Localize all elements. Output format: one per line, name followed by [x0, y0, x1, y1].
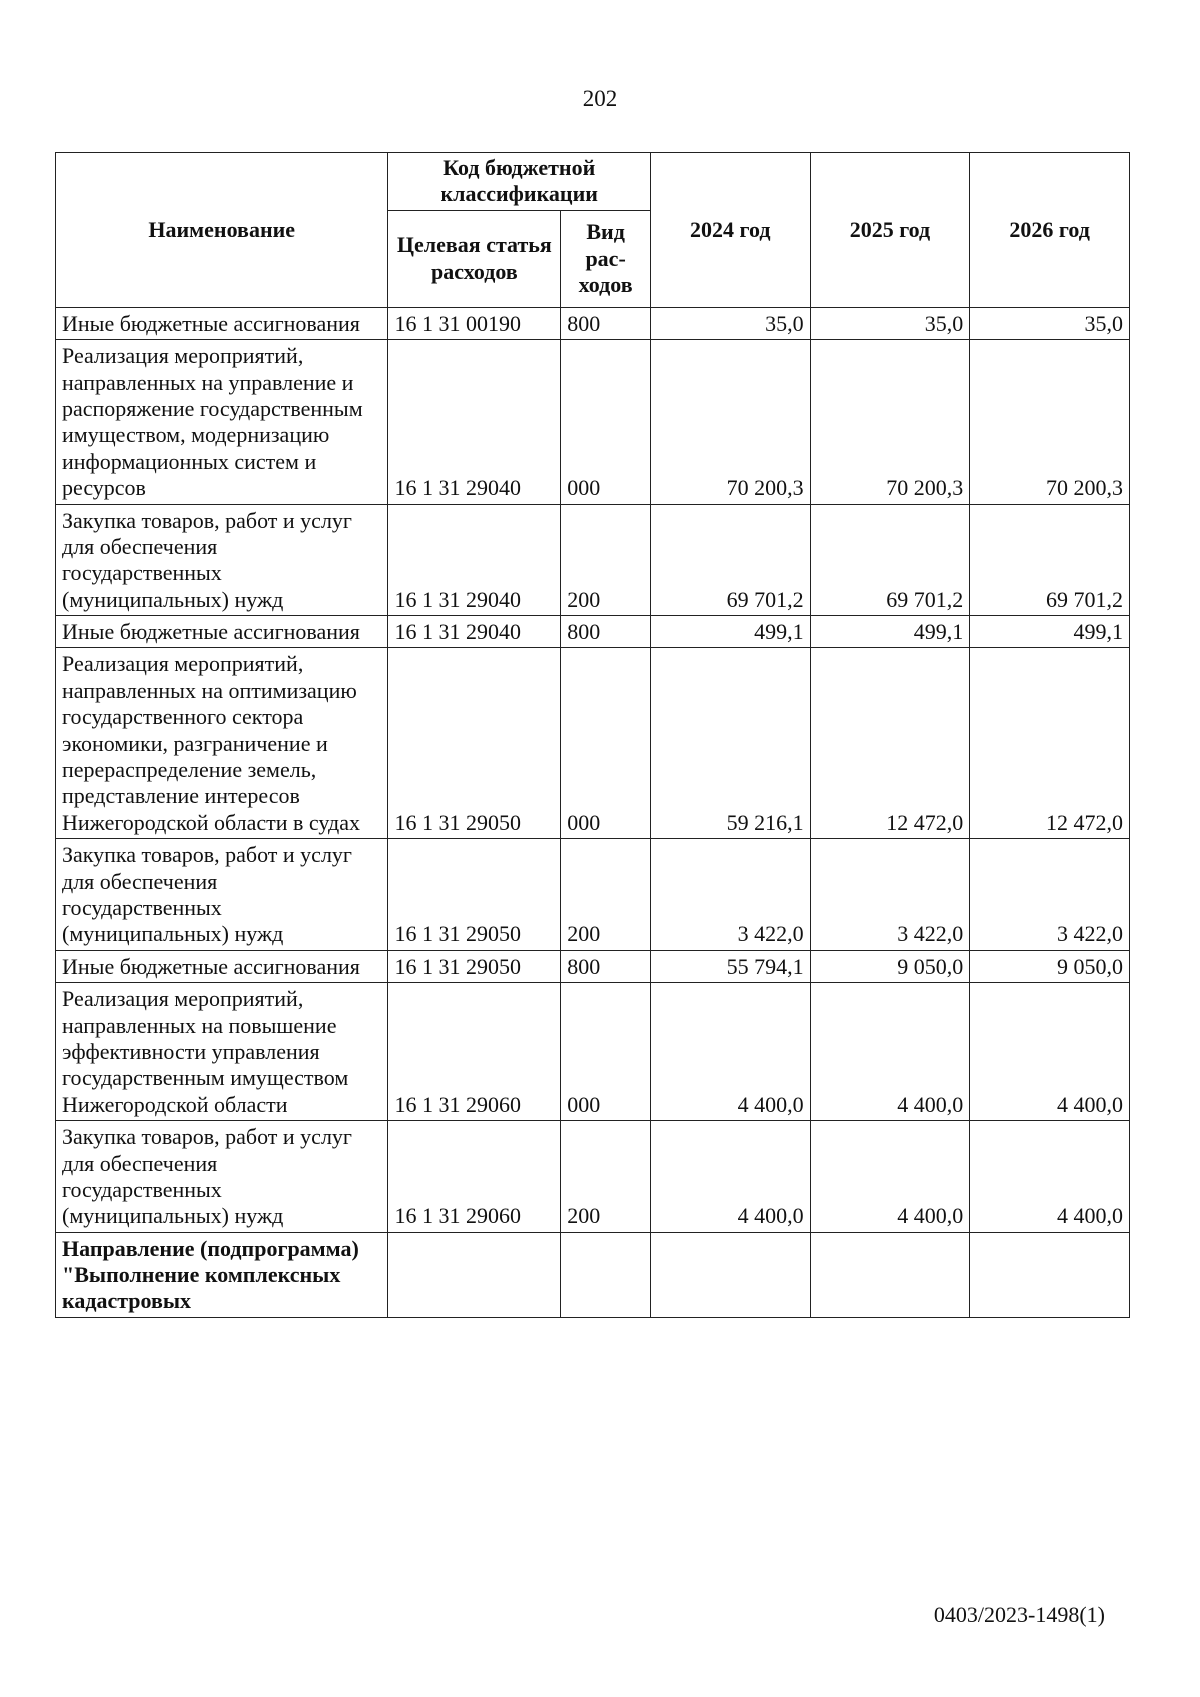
table-row [56, 504, 1130, 616]
cell-2025: 69 701,2 [810, 504, 970, 616]
header-2026: 2026 год [970, 153, 1130, 308]
cell-2025 [810, 1232, 970, 1317]
cell-name: Направление (подпрограмма) "Выполнение комплексных кадастровых [56, 1232, 388, 1317]
cell-expense-kind: 200 [561, 504, 651, 616]
header-name: Наименование [56, 153, 388, 308]
cell-2026: 12 472,0 [970, 648, 1130, 839]
cell-expense-kind: 800 [561, 616, 651, 648]
header-2025: 2025 год [810, 153, 970, 308]
cell-2024: 35,0 [650, 307, 810, 339]
page-number: 202 [582, 86, 618, 111]
cell-target-article [388, 1232, 561, 1317]
cell-2025: 499,1 [810, 616, 970, 648]
cell-2024 [650, 1232, 810, 1317]
cell-2024: 4 400,0 [650, 1121, 810, 1233]
cell-2026: 4 400,0 [970, 983, 1130, 1121]
cell-name: Реализация мероприятий, направленных на оптимизацию государственного сектора экономики, разграничение и перераспределение земель, представление интересов Нижегородской области в судах [56, 648, 388, 839]
table-header [56, 153, 1130, 308]
cell-expense-kind [561, 1232, 651, 1317]
cell-2025: 9 050,0 [810, 950, 970, 982]
cell-expense-kind: 200 [561, 839, 651, 951]
table-row [56, 950, 1130, 982]
cell-target-article: 16 1 31 29040 [388, 616, 561, 648]
header-2024: 2024 год [650, 153, 810, 308]
cell-name: Иные бюджетные ассигнования [56, 616, 388, 648]
cell-expense-kind: 800 [561, 307, 651, 339]
header-target-article: Целевая статья расходов [388, 210, 561, 307]
header-code-group: Код бюджетной классификации [388, 153, 650, 211]
cell-expense-kind: 000 [561, 648, 651, 839]
table-row [56, 616, 1130, 648]
cell-target-article: 16 1 31 29050 [388, 648, 561, 839]
cell-target-article: 16 1 31 29050 [388, 950, 561, 982]
document-id: 0403/2023-1498(1) [933, 1602, 1105, 1627]
cell-2026 [970, 1232, 1130, 1317]
cell-2024: 70 200,3 [650, 340, 810, 504]
cell-2024: 69 701,2 [650, 504, 810, 616]
cell-expense-kind: 200 [561, 1121, 651, 1233]
cell-name: Закупка товаров, работ и услуг для обеспечения государственных (муниципальных) нужд [56, 1121, 388, 1233]
cell-2026: 3 422,0 [970, 839, 1130, 951]
table-row [56, 648, 1130, 839]
cell-2025: 70 200,3 [810, 340, 970, 504]
cell-target-article: 16 1 31 29060 [388, 1121, 561, 1233]
cell-2024: 55 794,1 [650, 950, 810, 982]
cell-name: Реализация мероприятий, направленных на управление и распоряжение государственным имуществом, модернизацию информационных систем и ресурсов [56, 340, 388, 504]
cell-2025: 12 472,0 [810, 648, 970, 839]
budget-table [55, 152, 1130, 1318]
cell-target-article: 16 1 31 29050 [388, 839, 561, 951]
cell-2024: 59 216,1 [650, 648, 810, 839]
table-row [56, 340, 1130, 504]
table-row [56, 839, 1130, 951]
cell-2026: 35,0 [970, 307, 1130, 339]
cell-expense-kind: 000 [561, 340, 651, 504]
header-expense-kind: Вид рас-ходов [561, 210, 651, 307]
cell-name: Реализация мероприятий, направленных на повышение эффективности управления государственным имуществом Нижегородской области [56, 983, 388, 1121]
cell-2026: 70 200,3 [970, 340, 1130, 504]
cell-2024: 4 400,0 [650, 983, 810, 1121]
cell-target-article: 16 1 31 29040 [388, 340, 561, 504]
cell-2024: 3 422,0 [650, 839, 810, 951]
cell-expense-kind: 000 [561, 983, 651, 1121]
cell-target-article: 16 1 31 29040 [388, 504, 561, 616]
cell-2026: 499,1 [970, 616, 1130, 648]
cell-name: Закупка товаров, работ и услуг для обеспечения государственных (муниципальных) нужд [56, 839, 388, 951]
cell-2026: 69 701,2 [970, 504, 1130, 616]
cell-expense-kind: 800 [561, 950, 651, 982]
table-row [56, 1232, 1130, 1317]
table-row [56, 307, 1130, 339]
cell-2025: 35,0 [810, 307, 970, 339]
cell-name: Иные бюджетные ассигнования [56, 950, 388, 982]
cell-target-article: 16 1 31 00190 [388, 307, 561, 339]
cell-target-article: 16 1 31 29060 [388, 983, 561, 1121]
cell-name: Закупка товаров, работ и услуг для обеспечения государственных (муниципальных) нужд [56, 504, 388, 616]
cell-2024: 499,1 [650, 616, 810, 648]
table-row [56, 983, 1130, 1121]
cell-2025: 3 422,0 [810, 839, 970, 951]
cell-2025: 4 400,0 [810, 1121, 970, 1233]
cell-2026: 4 400,0 [970, 1121, 1130, 1233]
table-body [56, 307, 1130, 1317]
cell-2025: 4 400,0 [810, 983, 970, 1121]
cell-name: Иные бюджетные ассигнования [56, 307, 388, 339]
cell-2026: 9 050,0 [970, 950, 1130, 982]
table-row [56, 1121, 1130, 1233]
